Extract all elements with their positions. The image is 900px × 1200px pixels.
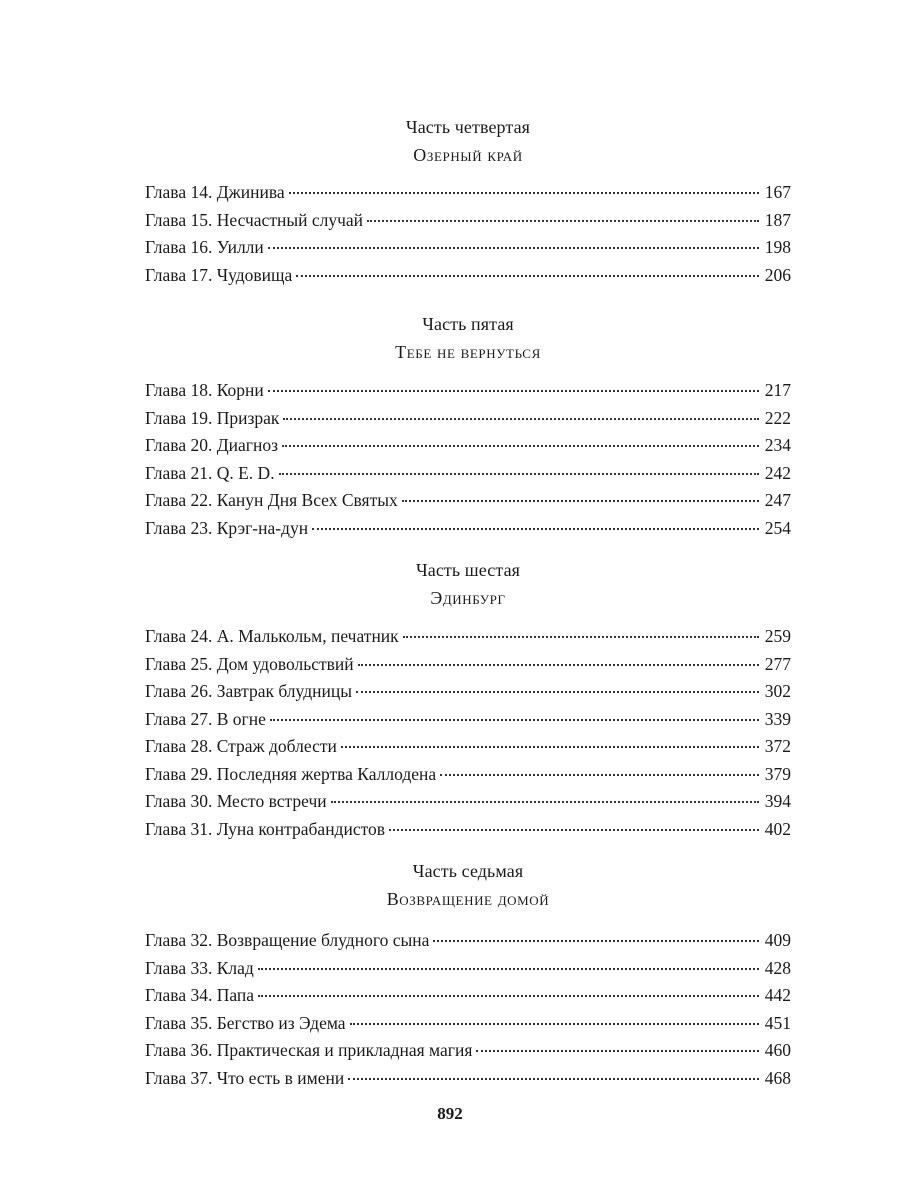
dot-leader <box>358 646 759 666</box>
dot-leader <box>367 202 759 222</box>
part-title: Эдинбург <box>430 588 506 608</box>
chapter-title: Глава 33. Клад <box>145 957 254 978</box>
dot-leader <box>402 482 759 502</box>
dot-leader <box>476 1032 758 1052</box>
chapter-page: 428 <box>764 957 791 978</box>
chapter-page: 302 <box>764 681 791 701</box>
chapter-title: Глава 36. Практическая и прикладная магия <box>145 1040 473 1060</box>
part-label: Часть седьмая <box>412 861 524 881</box>
chapter-title: Глава 29. Последняя жертва Каллодена <box>145 763 437 784</box>
chapter-page: 222 <box>764 407 791 428</box>
chapter-title: Глава 19. Призрак <box>145 407 280 428</box>
chapter-title: Глава 34. Папа <box>145 985 255 1005</box>
chapter-page: 451 <box>764 1012 791 1033</box>
chapter-title: Глава 28. Страж доблести <box>145 736 337 756</box>
dot-leader <box>389 811 759 831</box>
chapter-title: Глава 35. Бегство из Эдема <box>145 1012 346 1033</box>
chapter-list <box>145 178 791 288</box>
dot-leader <box>440 756 759 776</box>
dot-leader <box>356 673 759 693</box>
chapter-page: 198 <box>764 237 791 257</box>
part-title: Возвращение домой <box>386 889 550 909</box>
chapter-entry <box>145 1064 791 1092</box>
chapter-page: 187 <box>764 209 791 230</box>
dot-leader <box>341 728 759 748</box>
dot-leader <box>270 701 759 721</box>
chapter-page: 402 <box>764 818 791 839</box>
chapter-page: 242 <box>764 462 791 483</box>
dot-leader <box>258 950 759 970</box>
chapter-page: 254 <box>764 517 791 538</box>
dot-leader <box>312 510 759 530</box>
part-label: Часть шестая <box>415 560 521 580</box>
dot-leader <box>258 977 759 997</box>
chapter-page: 372 <box>764 736 791 756</box>
chapter-title: Глава 18. Корни <box>145 380 264 400</box>
chapter-page: 247 <box>764 490 791 510</box>
chapter-page: 394 <box>764 791 791 811</box>
chapter-title: Глава 22. Канун Дня Всех Святых <box>145 490 398 510</box>
dot-leader <box>403 618 759 638</box>
chapter-title: Глава 37. Что есть в имени <box>145 1067 345 1088</box>
chapter-page: 468 <box>764 1067 791 1088</box>
dot-leader <box>268 372 759 392</box>
chapter-title: Глава 23. Крэг-на-дун <box>145 517 309 538</box>
chapter-page: 277 <box>764 653 791 674</box>
chapter-title: Глава 15. Несчастный случай <box>145 209 364 230</box>
chapter-title: Глава 24. А. Малькольм, печатник <box>145 626 399 646</box>
chapter-title: Глава 25. Дом удовольствий <box>145 653 354 674</box>
chapter-page: 206 <box>764 264 791 285</box>
part-title: Озерный край <box>413 145 523 165</box>
chapter-page: 379 <box>764 763 791 784</box>
chapter-title: Глава 16. Уилли <box>145 237 264 257</box>
chapter-list <box>145 926 791 1091</box>
chapter-title: Глава 21. Q. E. D. <box>145 462 275 483</box>
chapter-page: 460 <box>764 1040 791 1060</box>
page-number: 892 <box>437 1104 463 1123</box>
dot-leader <box>331 783 759 803</box>
dot-leader <box>433 922 758 942</box>
chapter-title: Глава 30. Место встречи <box>145 791 327 811</box>
part-label: Часть четвертая <box>405 117 531 137</box>
chapter-title: Глава 31. Луна контрабандистов <box>145 818 386 839</box>
chapter-page: 167 <box>764 182 791 202</box>
dot-leader <box>348 1060 759 1080</box>
chapter-title: Глава 14. Джинива <box>145 182 285 202</box>
chapter-entry <box>145 514 791 542</box>
chapter-page: 409 <box>764 930 791 950</box>
chapter-list <box>145 622 791 842</box>
dot-leader <box>268 229 759 249</box>
chapter-page: 339 <box>764 708 791 729</box>
chapter-title: Глава 27. В огне <box>145 708 266 729</box>
chapter-title: Глава 17. Чудовища <box>145 264 293 285</box>
chapter-page: 442 <box>764 985 791 1005</box>
chapter-page: 234 <box>764 435 791 455</box>
chapter-entry <box>145 815 791 843</box>
chapter-list <box>145 376 791 541</box>
dot-leader <box>296 257 758 277</box>
part-label: Часть пятая <box>422 314 514 334</box>
chapter-title: Глава 26. Завтрак блудницы <box>145 681 352 701</box>
dot-leader <box>350 1005 759 1025</box>
dot-leader <box>283 400 758 420</box>
chapter-entry <box>145 261 791 289</box>
chapter-page: 217 <box>764 380 791 400</box>
part-title: Тебе не вернуться <box>395 342 541 362</box>
chapter-title: Глава 20. Диагноз <box>145 435 279 455</box>
dot-leader <box>282 427 759 447</box>
chapter-title: Глава 32. Возвращение блудного сына <box>145 930 430 950</box>
dot-leader <box>279 455 759 475</box>
dot-leader <box>289 174 759 194</box>
chapter-page: 259 <box>764 626 791 646</box>
